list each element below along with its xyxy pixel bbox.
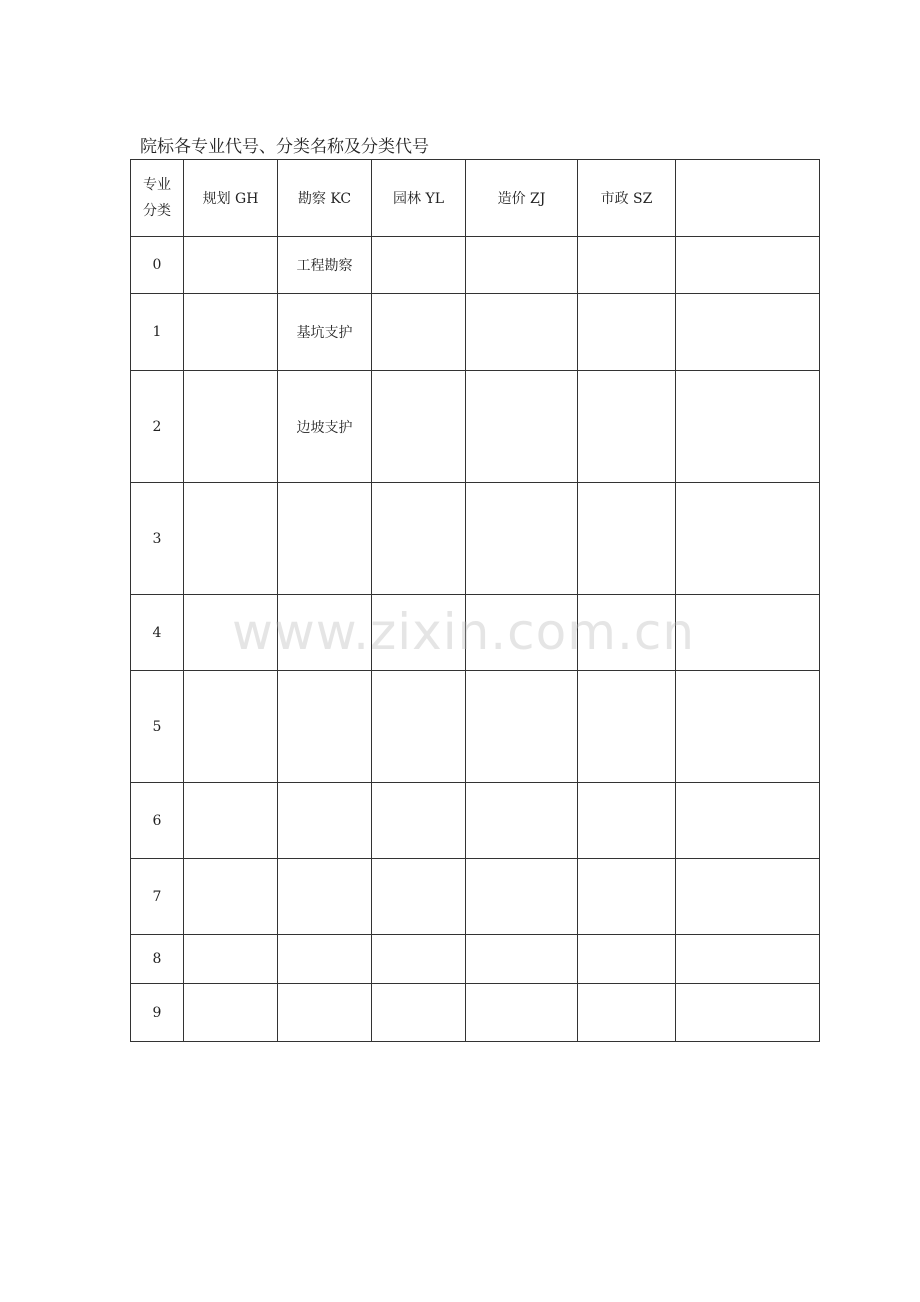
table-cell bbox=[278, 783, 372, 859]
table-cell bbox=[676, 595, 820, 671]
row-code: 0 bbox=[131, 237, 184, 294]
table-cell bbox=[278, 671, 372, 783]
table-cell bbox=[184, 237, 278, 294]
table-cell bbox=[676, 294, 820, 371]
table-cell bbox=[578, 595, 676, 671]
table-cell bbox=[372, 984, 466, 1042]
table-cell bbox=[184, 371, 278, 483]
table-cell bbox=[578, 783, 676, 859]
table-cell bbox=[372, 859, 466, 935]
header-column-blank bbox=[676, 160, 820, 237]
table-cell bbox=[278, 595, 372, 671]
table-cell bbox=[466, 859, 578, 935]
table-cell bbox=[278, 935, 372, 984]
table-cell bbox=[372, 935, 466, 984]
table-cell bbox=[578, 935, 676, 984]
table-cell bbox=[184, 859, 278, 935]
row-code: 2 bbox=[131, 371, 184, 483]
table-row bbox=[131, 783, 820, 859]
table-cell bbox=[278, 984, 372, 1042]
row-code: 4 bbox=[131, 595, 184, 671]
table-cell bbox=[184, 671, 278, 783]
table-cell bbox=[372, 595, 466, 671]
table-cell bbox=[676, 237, 820, 294]
table-row bbox=[131, 595, 820, 671]
table-cell bbox=[466, 294, 578, 371]
table-cell: 基坑支护 bbox=[278, 294, 372, 371]
header-column-landscape: 园林 YL bbox=[372, 160, 466, 237]
table-cell bbox=[578, 483, 676, 595]
table-cell bbox=[578, 984, 676, 1042]
row-code: 1 bbox=[131, 294, 184, 371]
table-cell bbox=[278, 483, 372, 595]
table-cell bbox=[372, 671, 466, 783]
table-cell bbox=[676, 935, 820, 984]
table-cell bbox=[466, 783, 578, 859]
row-code: 6 bbox=[131, 783, 184, 859]
row-code: 7 bbox=[131, 859, 184, 935]
table-cell bbox=[578, 671, 676, 783]
header-category-line1: 专业 bbox=[143, 177, 171, 193]
table-cell bbox=[466, 237, 578, 294]
table-cell bbox=[372, 483, 466, 595]
table-cell bbox=[578, 371, 676, 483]
table-cell bbox=[578, 237, 676, 294]
table-cell bbox=[372, 237, 466, 294]
table-cell bbox=[278, 859, 372, 935]
table-cell bbox=[466, 984, 578, 1042]
table-cell bbox=[372, 783, 466, 859]
row-code: 5 bbox=[131, 671, 184, 783]
header-column-municipal: 市政 SZ bbox=[578, 160, 676, 237]
table-cell bbox=[184, 935, 278, 984]
row-code: 3 bbox=[131, 483, 184, 595]
table-row bbox=[131, 859, 820, 935]
profession-code-table bbox=[130, 159, 820, 1042]
table-row bbox=[131, 294, 820, 371]
table-row bbox=[131, 371, 820, 483]
table-row bbox=[131, 671, 820, 783]
table-cell bbox=[466, 595, 578, 671]
table-cell bbox=[184, 783, 278, 859]
header-column-survey: 勘察 KC bbox=[278, 160, 372, 237]
row-code: 9 bbox=[131, 984, 184, 1042]
table-cell bbox=[676, 984, 820, 1042]
table-cell bbox=[578, 294, 676, 371]
table-row bbox=[131, 935, 820, 984]
table-cell bbox=[676, 671, 820, 783]
table-row bbox=[131, 483, 820, 595]
table-cell: 工程勘察 bbox=[278, 237, 372, 294]
table-row bbox=[131, 237, 820, 294]
table-cell bbox=[184, 294, 278, 371]
header-column-cost: 造价 ZJ bbox=[466, 160, 578, 237]
header-category-line2: 分类 bbox=[143, 203, 171, 219]
document-title: 院标各专业代号、分类名称及分类代号 bbox=[140, 137, 429, 157]
table-cell bbox=[372, 294, 466, 371]
watermark: www.zixin.com.cn bbox=[232, 603, 696, 661]
table-cell bbox=[466, 483, 578, 595]
table-cell bbox=[676, 483, 820, 595]
header-category-cell bbox=[131, 160, 184, 237]
table-cell bbox=[676, 859, 820, 935]
table-row bbox=[131, 984, 820, 1042]
row-code: 8 bbox=[131, 935, 184, 984]
table-cell bbox=[184, 483, 278, 595]
table-cell bbox=[578, 859, 676, 935]
table-cell bbox=[676, 783, 820, 859]
table-cell bbox=[372, 371, 466, 483]
table-header-row bbox=[131, 160, 820, 237]
header-column-planning: 规划 GH bbox=[184, 160, 278, 237]
table-cell bbox=[466, 371, 578, 483]
table-cell: 边坡支护 bbox=[278, 371, 372, 483]
table-cell bbox=[466, 671, 578, 783]
table-cell bbox=[184, 595, 278, 671]
table-cell bbox=[676, 371, 820, 483]
table-cell bbox=[466, 935, 578, 984]
table-cell bbox=[184, 984, 278, 1042]
